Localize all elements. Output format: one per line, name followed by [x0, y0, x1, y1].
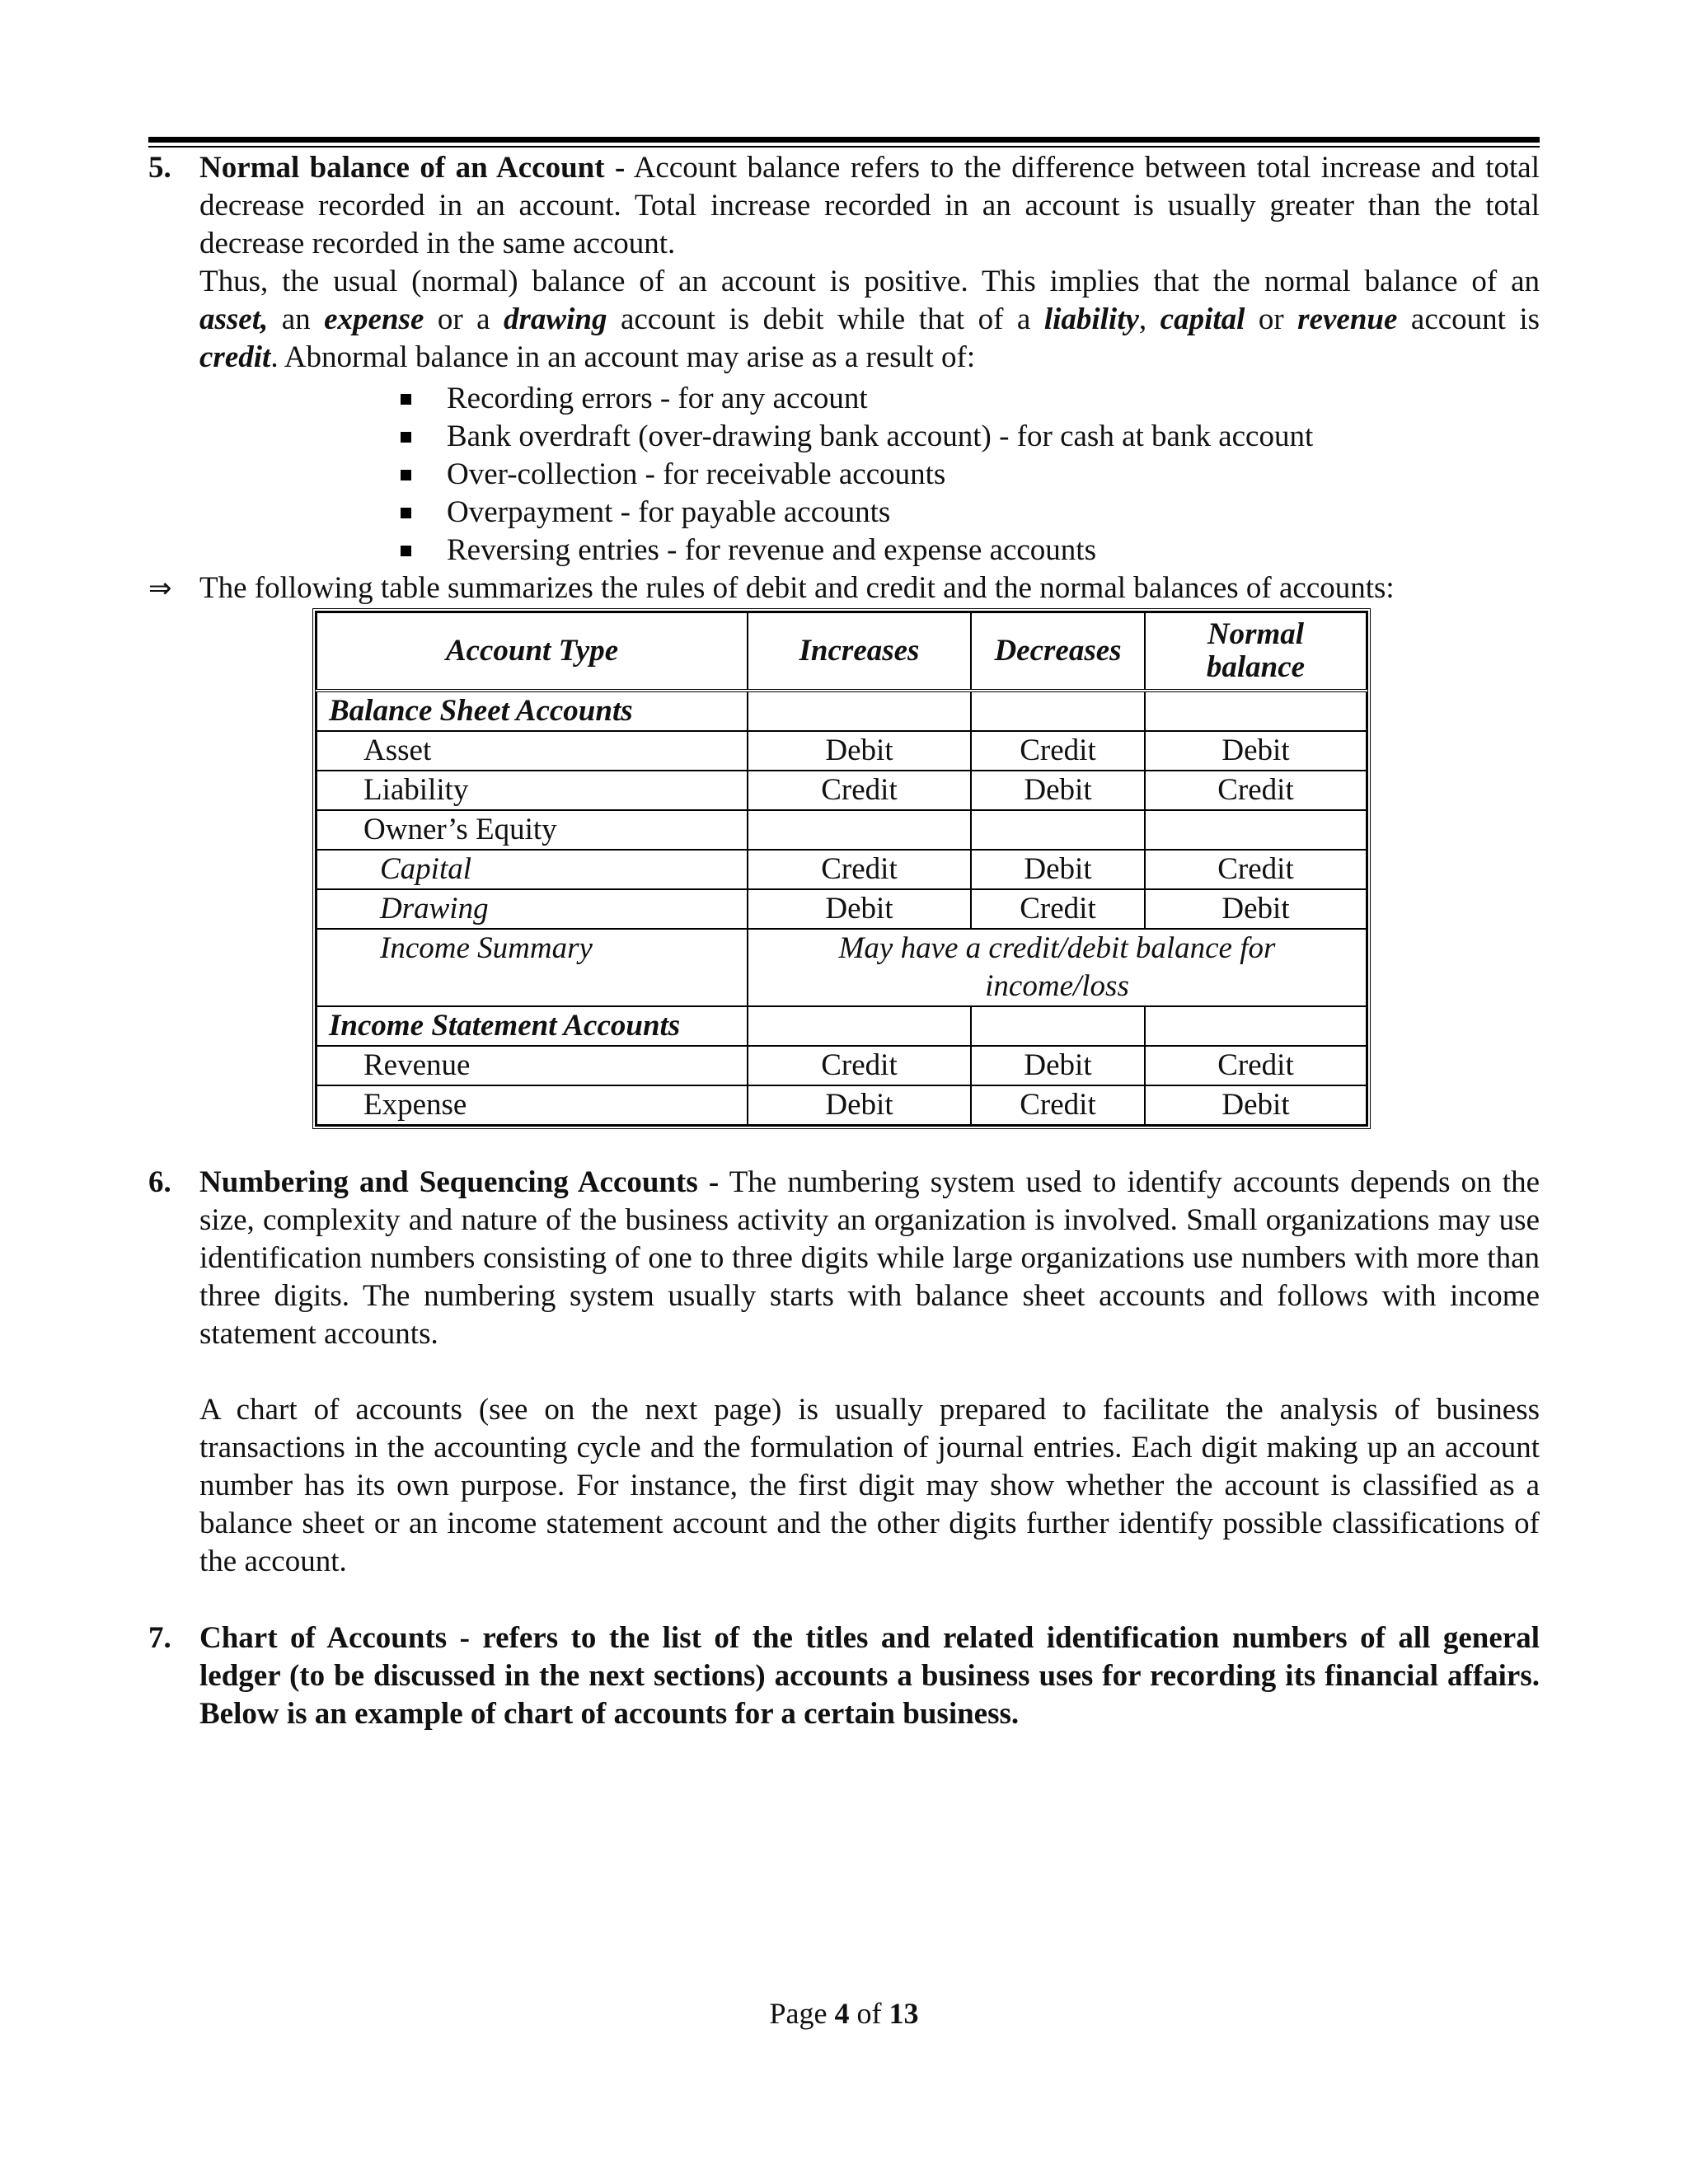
- row-capital-increases: Credit: [748, 850, 971, 889]
- group-income-statement: Income Statement Accounts: [316, 1006, 748, 1046]
- term-liability: liability: [1043, 302, 1139, 336]
- rules-of-debit-credit-table: [316, 612, 1367, 1126]
- section-6-text-1: The numbering system used to identify accounts depends on the size, complexity and nature of the business activity an organization is involved. Small organizations may use identification numbers consisting of one to three digits while large organizations use numbers with more than three digits. The numbering system usually starts with balance sheet accounts and follows with income statement accounts.: [199, 1165, 1540, 1351]
- row-capital-decreases: Debit: [971, 850, 1145, 889]
- table-row: [316, 929, 1367, 1006]
- footer-current-page: 4: [834, 1997, 850, 2030]
- list-item: [401, 418, 1313, 456]
- abnormal-balance-causes-list: [401, 380, 1313, 569]
- row-revenue-decreases: Debit: [971, 1046, 1145, 1085]
- row-drawing-increases: Debit: [748, 889, 971, 929]
- p2-end-text: . Abnormal balance in an account may arise as a result of:: [270, 340, 976, 374]
- table-row: [316, 889, 1367, 929]
- p2-comma: ,: [1138, 302, 1147, 336]
- section-5-paragraph-1: [199, 149, 1540, 263]
- table-row: [316, 691, 1367, 731]
- header-increases: Increases: [748, 612, 971, 691]
- row-owners-equity: Owner’s Equity: [316, 810, 748, 850]
- table-row: [316, 771, 1367, 810]
- income-summary-note-line-1: May have a credit/debit balance for: [838, 931, 1276, 965]
- section-6-number: 6.: [148, 1165, 171, 1199]
- term-capital: capital: [1160, 302, 1245, 336]
- p2-word-or-a: or a: [437, 302, 490, 336]
- header-rule-thin: [148, 146, 1540, 148]
- table-row: [316, 850, 1367, 889]
- section-7-number: 7.: [148, 1621, 171, 1655]
- list-item: [401, 380, 1313, 418]
- table-intro-text: The following table summarizes the rules of debit and credit and the normal balances of accounts:: [199, 571, 1395, 605]
- term-revenue: revenue: [1297, 302, 1398, 336]
- bullet-square-icon: [401, 394, 411, 405]
- list-item-text: Reversing entries - for revenue and expense accounts: [447, 533, 1096, 567]
- row-liability-name: Liability: [316, 771, 748, 810]
- section-5-title: Normal balance of an Account -: [199, 151, 626, 185]
- term-drawing: drawing: [504, 302, 607, 336]
- table-row: [316, 810, 1367, 850]
- bullet-square-icon: [401, 432, 411, 443]
- row-expense-normal: Debit: [1145, 1085, 1367, 1125]
- row-asset-increases: Debit: [748, 731, 971, 771]
- row-drawing-normal: Debit: [1145, 889, 1367, 929]
- footer-page-word: Page: [769, 1997, 828, 2030]
- section-5-number: 5.: [148, 151, 171, 185]
- row-capital-name: Capital: [316, 850, 748, 889]
- section-6-paragraph-1: [199, 1164, 1540, 1353]
- row-revenue-name: Revenue: [316, 1046, 748, 1085]
- bullet-square-icon: [401, 470, 411, 480]
- list-item-text: Bank overdraft (over-drawing bank account) - for cash at bank account: [447, 419, 1314, 453]
- list-item-text: Recording errors - for any account: [447, 382, 868, 415]
- term-asset: asset,: [199, 302, 269, 336]
- row-drawing-name: Drawing: [316, 889, 748, 929]
- header-normal-line-2: balance: [1206, 650, 1306, 684]
- table-header-row: [316, 612, 1367, 691]
- list-item: [401, 494, 1313, 532]
- header-account-type: Account Type: [316, 612, 748, 691]
- right-double-arrow-icon: ⇒: [148, 572, 172, 605]
- header-rule-thick: [148, 137, 1540, 143]
- section-5-paragraph-2-line-1: [199, 263, 1540, 301]
- row-expense-increases: Debit: [748, 1085, 971, 1125]
- term-expense: expense: [324, 302, 424, 336]
- header-normal-balance: [1145, 612, 1367, 691]
- section-5: [148, 149, 1540, 377]
- section-6-title: Numbering and Sequencing Accounts -: [199, 1165, 720, 1199]
- rules-table-frame: [312, 608, 1371, 1129]
- p2-word-or: or: [1258, 302, 1284, 336]
- list-item-text: Overpayment - for payable accounts: [447, 495, 891, 529]
- section-6: [148, 1164, 1540, 1581]
- table-row: [316, 1006, 1367, 1046]
- list-item-text: Over-collection - for receivable accounts: [447, 457, 946, 491]
- table-row: [316, 1085, 1367, 1125]
- row-capital-normal: Credit: [1145, 850, 1367, 889]
- row-income-summary-note: [748, 929, 1367, 1006]
- page-footer: [0, 1994, 1688, 2032]
- income-summary-note-line-2: income/loss: [985, 969, 1129, 1003]
- row-expense-name: Expense: [316, 1085, 748, 1125]
- row-liability-decreases: Debit: [971, 771, 1145, 810]
- list-item: [401, 456, 1313, 494]
- row-asset-name: Asset: [316, 731, 748, 771]
- table-row: [316, 731, 1367, 771]
- row-drawing-decreases: Credit: [971, 889, 1145, 929]
- row-liability-normal: Credit: [1145, 771, 1367, 810]
- header-decreases: Decreases: [971, 612, 1145, 691]
- section-7: [148, 1619, 1540, 1733]
- row-revenue-normal: Credit: [1145, 1046, 1367, 1085]
- table-intro-line: [148, 569, 1540, 607]
- list-item: [401, 532, 1313, 569]
- row-liability-increases: Credit: [748, 771, 971, 810]
- footer-total-pages: 13: [889, 1997, 919, 2030]
- bullet-square-icon: [401, 508, 411, 518]
- row-expense-decreases: Credit: [971, 1085, 1145, 1125]
- term-credit: credit: [199, 340, 271, 374]
- p2-mid-text: account is debit while that of a: [620, 302, 1031, 336]
- section-5-paragraph-2-line-2: [199, 301, 1540, 339]
- row-asset-decreases: Credit: [971, 731, 1145, 771]
- section-5-p2-start: Thus, the usual (normal) balance of an account is positive. This implies that the normal balance of an: [199, 265, 1540, 298]
- section-6-paragraph-2: A chart of accounts (see on the next page) is usually prepared to facilitate the analysis of business transactions in the accounting cycle and the formulation of journal entries. Each digit making up an account number has its own purpose. For instance, the first digit may show whether the account is classified as a balance sheet or an income statement account and the other digits further identify possible classifications of the account.: [199, 1393, 1540, 1578]
- bullet-square-icon: [401, 546, 411, 556]
- p2-account-is: account is: [1410, 302, 1540, 336]
- section-5-paragraph-2-line-3: [199, 339, 1540, 377]
- section-7-paragraph: Chart of Accounts - refers to the list of the titles and related identification numbers of all general ledger (to be discussed in the next sections) accounts a business uses for recording its financial affairs. Below is an example of chart of accounts for a certain business.: [199, 1621, 1540, 1731]
- footer-of-word: of: [856, 1997, 882, 2030]
- section-5-text-1: Account balance refers to the difference between total increase and total decrease recorded in an account. Total increase recorded in an account is usually greater than the total decrease recorded in the same account.: [199, 151, 1540, 260]
- row-asset-normal: Debit: [1145, 731, 1367, 771]
- p2-word-an: an: [281, 302, 311, 336]
- table-row: [316, 1046, 1367, 1085]
- group-balance-sheet: Balance Sheet Accounts: [316, 691, 748, 731]
- header-normal-line-1: Normal: [1207, 617, 1305, 651]
- row-income-summary-name: Income Summary: [316, 929, 748, 1006]
- row-revenue-increases: Credit: [748, 1046, 971, 1085]
